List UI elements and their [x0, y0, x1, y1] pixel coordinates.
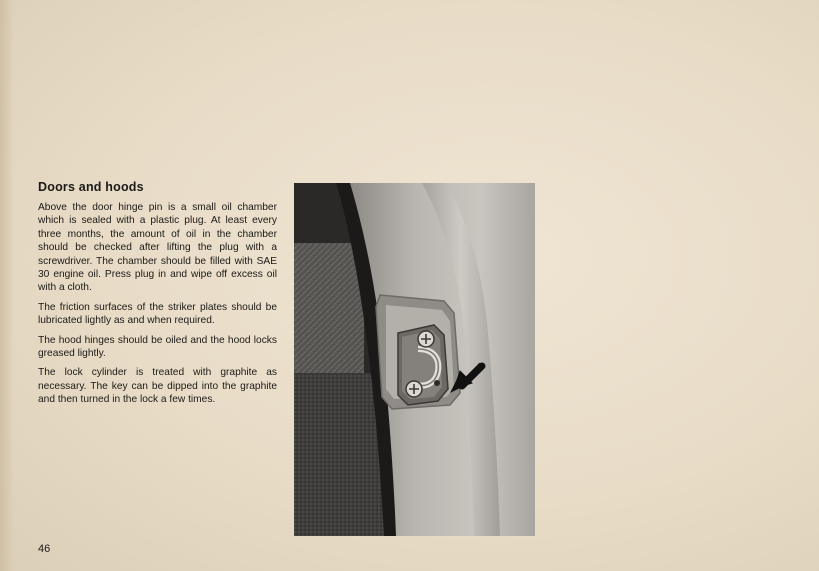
- page-binding-shadow: [0, 0, 14, 571]
- paragraph-lock-cylinder: The lock cylinder is treated with graphite as necessary. The key can be dipped into the graphite and then turned in the lock a few times.: [38, 367, 277, 406]
- paragraph-door-hinge: Above the door hinge pin is a small oil chamber which is sealed with a plastic plug. At least every three months, the amount of oil in the chamber should be checked after lifting the plug with a screwdriver. The chamber should be filled with SAE 30 engine oil. Press plug in and wipe off excess oil with a cloth.: [38, 202, 277, 294]
- striker-plate-photo: [294, 183, 535, 536]
- paragraph-hood-hinges: The hood hinges should be oiled and the hood locks greased lightly.: [38, 334, 277, 360]
- page-number: 46: [38, 543, 51, 555]
- section-heading: Doors and hoods: [38, 180, 144, 194]
- paragraph-striker-plates: The friction surfaces of the striker plates should be lubricated lightly as and when required.: [38, 301, 277, 327]
- body-text: [38, 201, 277, 413]
